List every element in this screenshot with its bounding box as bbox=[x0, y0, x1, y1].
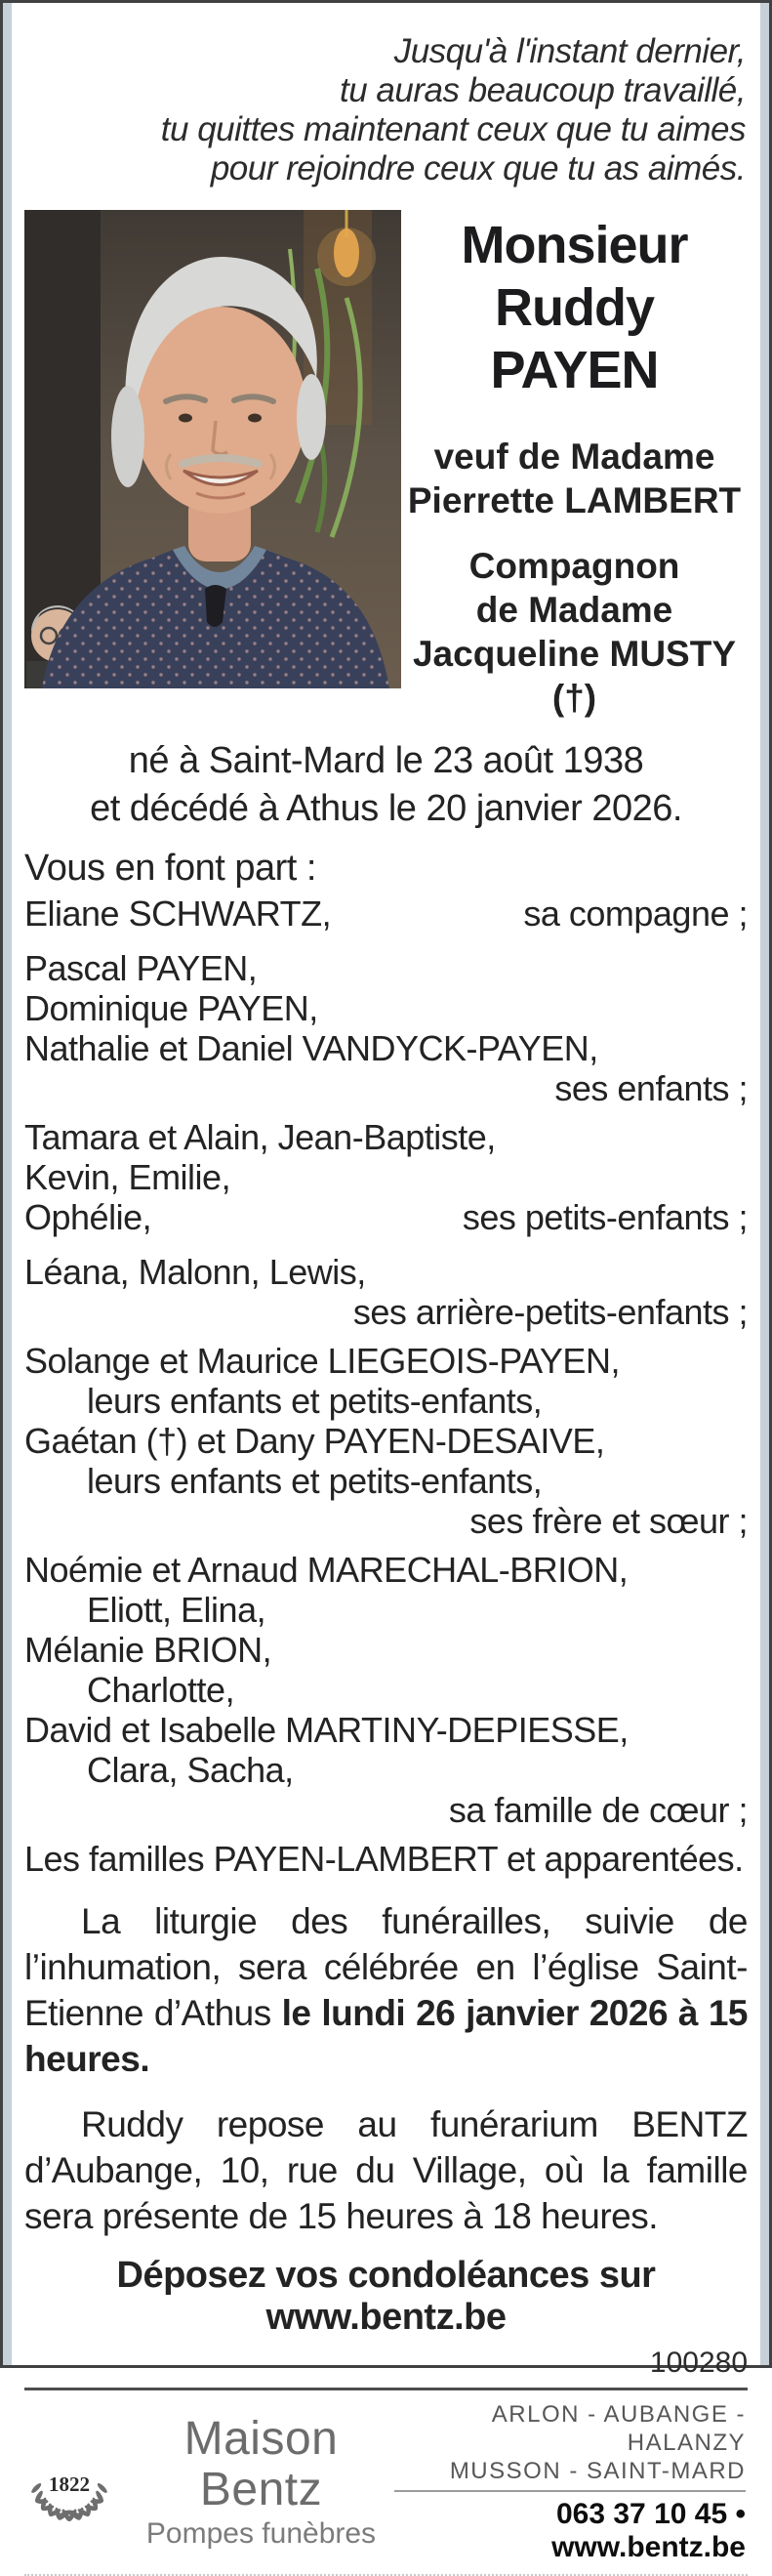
footer-contact-block bbox=[394, 2400, 746, 2564]
death-line: et décédé à Athus le 20 janvier 2026. bbox=[90, 788, 682, 829]
deceased-title: Monsieur bbox=[461, 216, 688, 274]
family-row: David et Isabelle MARTINY-DEPIESSE, bbox=[24, 1710, 629, 1750]
deceased-first-name: Ruddy bbox=[495, 278, 654, 337]
family-row: Mélanie BRION, bbox=[24, 1630, 272, 1670]
family-row: Clara, Sacha, bbox=[87, 1750, 294, 1790]
family-member: Eliane SCHWARTZ, bbox=[24, 893, 332, 934]
family-row: leurs enfants et petits-enfants, bbox=[87, 1381, 543, 1421]
epitaph-line: tu quittes maintenant ceux que tu aimes bbox=[160, 110, 746, 148]
family-row: Kevin, Emilie, bbox=[24, 1157, 231, 1197]
family-row: Eliott, Elina, bbox=[87, 1590, 266, 1630]
deceased-last-name: PAYEN bbox=[490, 341, 659, 399]
family-relation: sa compagne ; bbox=[523, 893, 748, 934]
family-row: Léana, Malonn, Lewis, bbox=[24, 1252, 366, 1292]
family-relation-row: sa famille de cœur ; bbox=[448, 1790, 748, 1830]
family-row: leurs enfants et petits-enfants, bbox=[87, 1461, 543, 1501]
portrait-photo bbox=[24, 210, 401, 688]
family-row: Les familles PAYEN-LAMBERT et apparentées. bbox=[24, 1839, 744, 1879]
reference-number: 100280 bbox=[649, 2347, 748, 2379]
family-row: Nathalie et Daniel VANDYCK-PAYEN, bbox=[24, 1028, 598, 1068]
funeral-date-bold: le lundi 26 janvier 2026 à 15 heures. bbox=[24, 1993, 748, 2079]
condolences-line: Déposez vos condoléances sur www.bentz.be bbox=[116, 2255, 656, 2338]
funeral-home-footer bbox=[24, 2390, 748, 2568]
epitaph-line: Jusqu'à l'instant dernier, bbox=[393, 32, 746, 70]
footer-cities-line-2: MUSSON - SAINT-MARD bbox=[449, 2458, 746, 2484]
family-row: Tamara et Alain, Jean-Baptiste, bbox=[24, 1117, 496, 1157]
family-row: Solange et Maurice LIEGEOIS-PAYEN, bbox=[24, 1341, 620, 1381]
widower-line-1: veuf de Madame bbox=[433, 436, 715, 477]
family-relation: ses petits-enfants ; bbox=[462, 1197, 748, 1237]
footer-cities-line-1: ARLON - AUBANGE - HALANZY bbox=[491, 2401, 746, 2456]
companion-line-2: de Madame bbox=[475, 590, 673, 630]
family-row: Gaétan (†) et Dany PAYEN-DESAIVE, bbox=[24, 1421, 605, 1461]
cities-separator bbox=[394, 2490, 746, 2492]
birth-death-lines bbox=[24, 737, 748, 833]
funeral-paragraph bbox=[24, 1898, 748, 2082]
family-relation-row: ses frère et sœur ; bbox=[469, 1501, 748, 1541]
family-list bbox=[24, 893, 748, 1879]
announcement-intro: Vous en font part : bbox=[24, 848, 316, 889]
funeral-home-name-block bbox=[128, 2414, 394, 2551]
laurel-wreath-icon bbox=[26, 2439, 112, 2525]
birth-line: né à Saint-Mard le 23 août 1938 bbox=[128, 740, 644, 781]
widower-line-2: Pierrette LAMBERT bbox=[407, 480, 742, 520]
phone-website-line: 063 37 10 45 • www.bentz.be bbox=[551, 2498, 746, 2563]
photo-and-identity-row bbox=[24, 210, 748, 720]
identity-block bbox=[401, 210, 748, 720]
family-row: Dominique PAYEN, bbox=[24, 988, 318, 1028]
epitaph-line: tu auras beaucoup travaillé, bbox=[340, 71, 746, 109]
family-row bbox=[24, 1197, 748, 1237]
companion-note bbox=[401, 544, 748, 720]
portrait-photo-illustration bbox=[24, 210, 401, 688]
widower-note bbox=[401, 435, 748, 522]
family-row bbox=[24, 893, 748, 934]
company-name: Maison Bentz bbox=[183, 2413, 339, 2515]
family-relation-row: ses enfants ; bbox=[554, 1068, 748, 1108]
companion-line-3: Jacqueline MUSTY (†) bbox=[412, 634, 737, 718]
epitaph bbox=[24, 32, 746, 188]
repose-paragraph: Ruddy repose au funérarium BENTZ d’Aubange, 10, rue du Village, où la famille sera présente de 15 heures à 18 heures. bbox=[24, 2104, 748, 2236]
family-row: Charlotte, bbox=[87, 1670, 235, 1710]
family-member: Ophélie, bbox=[24, 1197, 152, 1237]
funeral-paragraph-text: La liturgie des funérailles, suivie de l’inhumation, sera célébrée en l’église Saint-Etienne d’Athus bbox=[24, 1901, 748, 2033]
company-tagline: Pompes funèbres bbox=[145, 2517, 377, 2550]
obituary-content bbox=[3, 3, 769, 2576]
family-row: Pascal PAYEN, bbox=[24, 948, 258, 988]
logo-year: 1822 bbox=[48, 2472, 91, 2496]
family-relation-row: ses arrière-petits-enfants ; bbox=[352, 1292, 748, 1332]
companion-line-1: Compagnon bbox=[468, 546, 680, 586]
epitaph-line: pour rejoindre ceux que tu as aimés. bbox=[210, 149, 746, 187]
family-row: Noémie et Arnaud MARECHAL-BRION, bbox=[24, 1550, 629, 1590]
